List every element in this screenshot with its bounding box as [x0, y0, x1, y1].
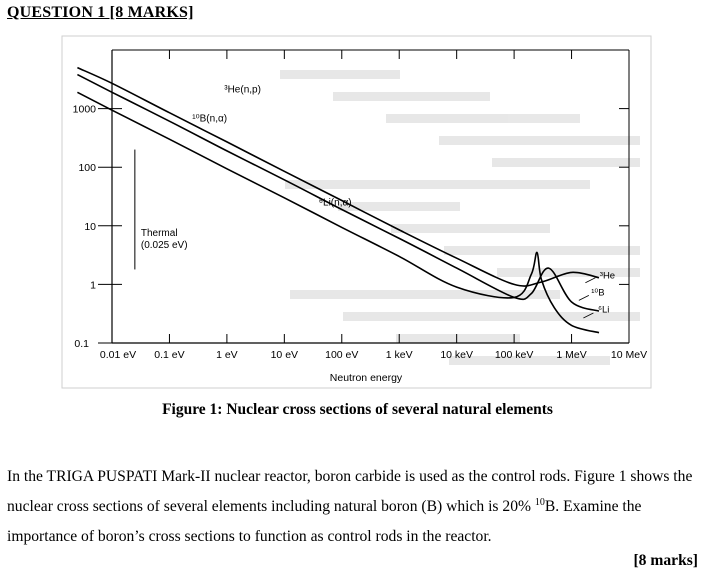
label-b10-reaction: ¹⁰B(n,α) [192, 113, 228, 125]
x-tick-label: 0.01 eV [99, 349, 137, 361]
bleed-stripe [343, 312, 640, 321]
x-tick-label: 0.1 eV [154, 349, 185, 361]
x-tick-label: 100 keV [494, 349, 534, 361]
x-tick-label: 1 MeV [556, 349, 587, 361]
x-tick-label: 1 keV [385, 349, 413, 361]
x-tick-label: 10 MeV [610, 349, 648, 361]
question-heading: QUESTION 1 [8 MARKS] [7, 4, 194, 21]
y-tick-label: 1 [90, 279, 96, 292]
end-label-li6: ⁶Li [598, 304, 610, 316]
x-axis-label: Neutron energy [329, 372, 403, 384]
isotope-mass-number: 10 [534, 496, 545, 508]
bleed-stripe [396, 334, 520, 343]
x-tick-label: 100 eV [325, 349, 359, 361]
scan-background-bleed [280, 70, 640, 365]
bleed-stripe [333, 92, 490, 101]
end-label-he3: ³He [599, 270, 616, 282]
figure-caption: Figure 1: Nuclear cross sections of several natural elements [162, 401, 553, 418]
bleed-stripe [338, 202, 460, 211]
bleed-stripe [492, 158, 640, 167]
bleed-stripe [391, 224, 550, 233]
bleed-stripe [280, 70, 400, 79]
thermal-annotation: (0.025 eV) [140, 239, 188, 251]
paragraph-text-end: B. Examine the importance of boron’s cross sections to function as control rods in the reactor. [7, 498, 642, 545]
paragraph-text: In the TRIGA PUSPATI Mark-II nuclear reactor, boron carbide is used as the control rods. Figure 1 shows the nuclear cross sections of several elements including natural boron (B) which is 20% [7, 468, 693, 515]
end-label-leader [585, 278, 595, 283]
x-tick-label: 1 eV [216, 349, 238, 361]
end-label-b10: ¹⁰B [591, 287, 605, 299]
y-tick-label: 100 [78, 162, 96, 175]
bleed-stripe [444, 246, 640, 255]
bleed-stripe [285, 180, 590, 189]
label-he3-reaction: ³He(n,p) [224, 84, 261, 96]
bleed-stripe [439, 136, 640, 145]
end-label-leader [579, 295, 589, 300]
bleed-stripe [386, 114, 580, 123]
marks-label: [8 marks] [633, 552, 698, 569]
x-tick-label: 10 eV [270, 349, 299, 361]
y-tick-label: 1000 [72, 103, 96, 116]
y-tick-label: 10 [84, 220, 96, 233]
question-paragraph [7, 462, 707, 552]
x-tick-label: 10 keV [440, 349, 474, 361]
figure-frame [62, 36, 651, 388]
y-tick-label: 0.1 [74, 338, 89, 350]
thermal-annotation: Thermal [140, 227, 178, 239]
label-li6-reaction: ⁶Li(n,α) [318, 197, 352, 209]
